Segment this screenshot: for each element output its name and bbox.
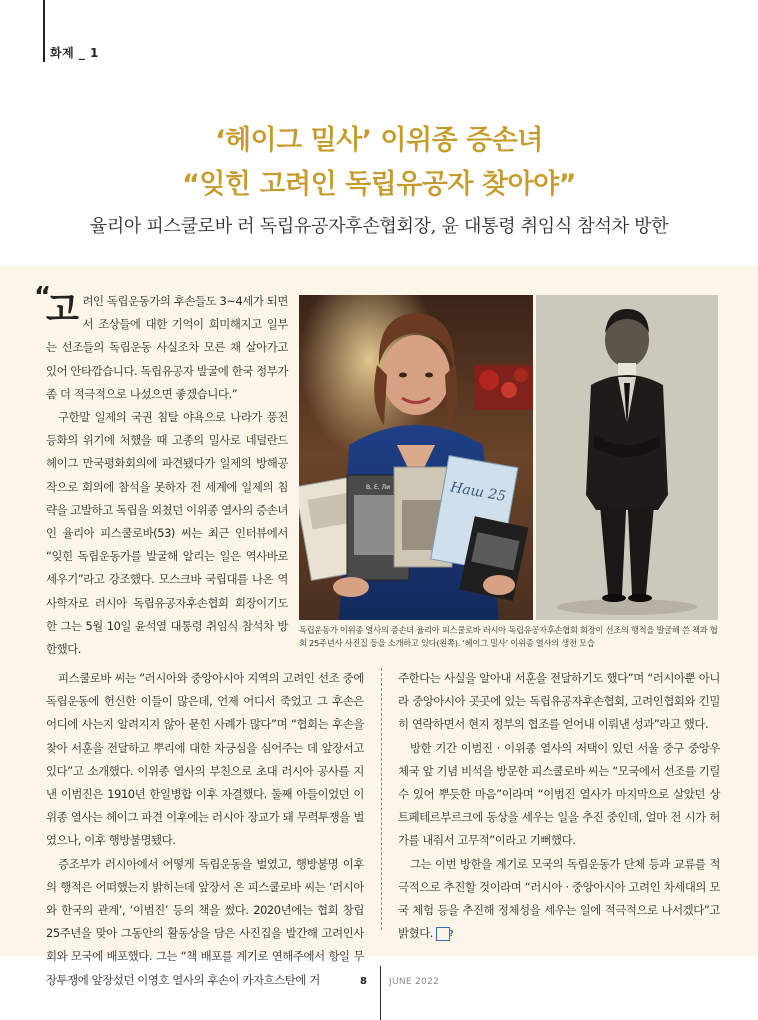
article-column-bottom-left: [46, 667, 364, 992]
dropcap: 고: [46, 290, 79, 330]
paragraph: 방한 기간 이범진 · 이위종 열사의 저택이 있던 서울 중구 중앙우체국 앞 기념 비석을 방문한 피스쿨로바 씨는 “모국에서 선조를 기릴 수 있어 뿌듯한 마음”이라며 “이범진 열사가 마지막으로 살았던 상트페테르부르크에 동상을 세우는 일을 추진 중인데, 얼마 전 시가 허가를 내줘서 고무적”이라고 기뻐했다.: [398, 740, 720, 848]
column-divider: [381, 668, 382, 930]
paragraph: 주한다는 사실을 알아내 서훈을 전달하기도 했다”며 “러시아뿐 아니라 중앙아시아 곳곳에 있는 독립유공자후손협회, 고려인협회와 긴밀히 연락하면서 현지 정부의 협조를 얻어내 이뤄낸 성과”라고 했다.: [398, 671, 720, 732]
section-label: 화제 _ 1: [50, 46, 99, 60]
lead-paragraph: [34, 282, 288, 406]
top-rule: [43, 0, 45, 62]
photo-author-with-books-image: [299, 295, 533, 620]
subheadline: 율리아 피스쿨로바 러 독립유공자후손협회장, 윤 대통령 취임식 참석차 방한: [89, 216, 669, 237]
article-column-bottom-right: [398, 667, 720, 945]
book-title-1: В. Е. Ли: [366, 484, 390, 491]
paragraph: 구한말 일제의 국권 침탈 야욕으로 나라가 풍전등화의 위기에 처했을 때 고종의 밀사로 네덜란드 헤이그 만국평화회의에 파견됐다가 일제의 방해공작으로 회의에 참석을 못하자 전 세계에 일제의 침략을 고발하고 독립을 외쳤던 이위종 열사의 증손녀인 율리아 피스쿨로바(53) 씨는 최근 인터뷰에서 “잊힌 독립운동가를 발굴해 알리는 일은 역사바로세우기”라고 강조했다. 모스크바 국립대를 나온 역사학자로 러시아 독립유공자후손협회 회장이기도 한 그는 5월 10일 윤석열 대통령 취임식 참석차 방한했다.: [46, 410, 288, 657]
open-quote-mark: “: [34, 282, 51, 312]
paragraph: 증조부가 러시아에서 어떻게 독립운동을 벌였고, 행방불명 이후의 행적은 어떠했는지 밝히는데 앞장서 온 피스쿨로바 씨는 ‘러시아와 한국의 관계’, ‘이범진’ 등의 책을 썼다. 2020년에는 협회 창립 25주년을 맞아 그동안의 활동상을 담은 사진집을 발간해 고려인사회와 모국에 배포했다. 그는 “책 배포를 계기로 연해주에서 항일 무장투쟁에 앞장섰던 이영호 열사의 후손이 카자흐스탄에 거: [46, 856, 364, 987]
lead-paragraph-text: 려인 독립운동가의 후손들도 3~4세가 되면서 조상들에 대한 기억이 희미해지고 일부는 선조들의 독립운동 사실조차 모른 채 살아가고 있어 안타깝습니다. 독립유공자 발굴에 한국 정부가 좀 더 적극적으로 나섰으면 좋겠습니다.”: [46, 294, 288, 401]
historical-portrait-image: [536, 295, 718, 620]
photo-historical-portrait: [536, 295, 718, 620]
headline-line-1: ‘헤이그 밀사’ 이위종 증손녀: [215, 125, 543, 156]
footer-rule: [380, 966, 381, 1020]
headline-line-2: “잊힌 고려인 독립유공자 찾아야”: [182, 169, 576, 200]
photo-caption: 독립운동가 이위종 열사의 증손녀 율리아 피스쿨로바 러시아 독립유공자후손협회 회장이 선조의 행적을 발굴해 쓴 책과 협회 25주년사 사진집 등을 소개하고 있다(왼쪽). ‘헤이그 밀사’ 이위종 열사의 생전 모습: [299, 625, 718, 648]
last-paragraph: [398, 853, 720, 946]
page-number: 8: [360, 976, 367, 987]
article-column-top-left: [34, 282, 288, 661]
photo-author-with-books: [299, 295, 533, 620]
paragraph-text: 그는 이번 방한을 계기로 모국의 독립운동가 단체 등과 교류를 적극적으로 추진할 것이라며 “러시아 · 중앙아시아 고려인 차세대의 모국 체험 등을 추진해 정체성을 세우는 일에 적극적으로 나서겠다”고 밝혔다.: [398, 856, 720, 941]
issue-date: JUNE 2022: [389, 977, 440, 987]
paragraph: 피스쿨로바 씨는 “러시아와 중앙아시아 지역의 고려인 선조 중에 독립운동에 헌신한 이들이 많은데, 언제 어디서 죽었고 그 후손은 어디에 사는지 알려지지 않아 묻힌 사례가 많다”며 “협회는 후손을 찾아 서훈을 전달하고 뿌리에 대한 자긍심을 심어주는 데 앞장서고 있다”고 소개했다. 이위종 열사의 부친으로 초대 러시아 공사를 지낸 이범진은 1910년 한일병합 이후 자결했다. 둘째 아들이었던 이위종 열사는 헤이그 파견 이후에는 러시아 장교가 돼 무력투쟁을 벌였으나, 이후 행방불명됐다.: [46, 671, 364, 848]
article-end-icon: ?: [436, 927, 450, 941]
book-title-2: Наш 25: [449, 479, 508, 505]
